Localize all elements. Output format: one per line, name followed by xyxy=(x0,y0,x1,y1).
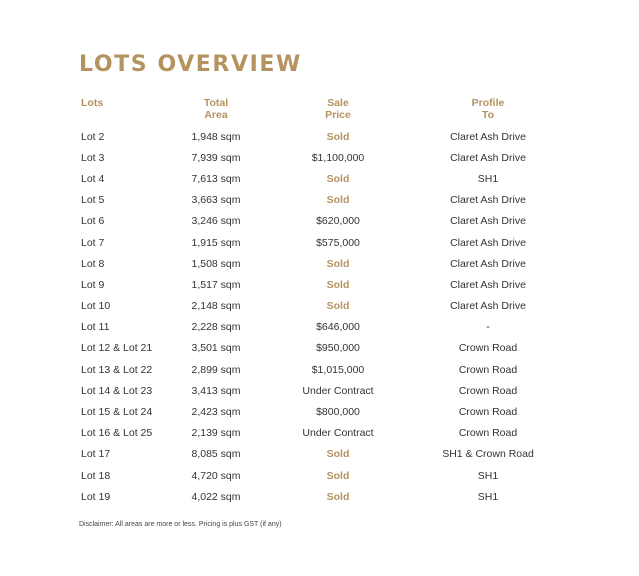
page-title: LOTS OVERVIEW xyxy=(79,52,302,77)
cell-lot: Lot 18 xyxy=(81,469,111,482)
cell-profile-to: Crown Road xyxy=(458,342,518,355)
table-row xyxy=(74,423,574,444)
cell-total-area: 3,501 sqm xyxy=(191,342,241,355)
cell-sale-price: Sold xyxy=(326,130,350,143)
cell-profile-to: Crown Road xyxy=(458,384,518,397)
cell-sale-price: Sold xyxy=(326,300,350,313)
cell-profile-to: Claret Ash Drive xyxy=(450,194,526,207)
column-header-lots: Lots xyxy=(81,97,104,109)
cell-total-area: 2,423 sqm xyxy=(191,406,241,419)
cell-lot: Lot 17 xyxy=(81,448,111,461)
table-row xyxy=(74,465,574,486)
cell-sale-price: $800,000 xyxy=(316,406,360,419)
cell-sale-price: Sold xyxy=(326,172,350,185)
cell-sale-price: Sold xyxy=(326,469,350,482)
cell-sale-price: $1,100,000 xyxy=(311,151,365,164)
cell-total-area: 3,413 sqm xyxy=(191,384,241,397)
cell-profile-to: SH1 xyxy=(477,469,499,482)
cell-profile-to: Claret Ash Drive xyxy=(450,300,526,313)
cell-profile-to: Claret Ash Drive xyxy=(450,278,526,291)
cell-total-area: 2,148 sqm xyxy=(191,300,241,313)
table-row xyxy=(74,401,574,422)
cell-profile-to: Crown Road xyxy=(458,363,518,376)
column-header-total-area: Total Area xyxy=(203,97,229,121)
cell-sale-price: $950,000 xyxy=(316,342,360,355)
table-row xyxy=(74,126,574,147)
table-row xyxy=(74,232,574,253)
table-row xyxy=(74,274,574,295)
cell-lot: Lot 7 xyxy=(81,236,105,249)
cell-lot: Lot 5 xyxy=(81,194,105,207)
table-header-row xyxy=(74,96,574,126)
cell-sale-price: $575,000 xyxy=(316,236,360,249)
cell-lot: Lot 8 xyxy=(81,257,105,270)
cell-lot: Lot 10 xyxy=(81,300,111,313)
cell-total-area: 2,228 sqm xyxy=(191,321,241,334)
table-row xyxy=(74,317,574,338)
cell-profile-to: Claret Ash Drive xyxy=(450,215,526,228)
cell-sale-price: $620,000 xyxy=(316,215,360,228)
cell-sale-price: Sold xyxy=(326,194,350,207)
column-header-profile-to: Profile To xyxy=(471,97,505,121)
cell-total-area: 7,939 sqm xyxy=(191,151,241,164)
cell-lot: Lot 6 xyxy=(81,215,105,228)
cell-sale-price: $1,015,000 xyxy=(311,363,365,376)
cell-lot: Lot 14 & Lot 23 xyxy=(81,384,153,397)
cell-total-area: 1,915 sqm xyxy=(191,236,241,249)
cell-sale-price: $646,000 xyxy=(316,321,360,334)
table-row xyxy=(74,486,574,507)
table-row xyxy=(74,147,574,168)
cell-sale-price: Sold xyxy=(326,278,350,291)
cell-total-area: 8,085 sqm xyxy=(191,448,241,461)
table-row xyxy=(74,380,574,401)
cell-total-area: 4,022 sqm xyxy=(191,490,241,503)
cell-profile-to: Claret Ash Drive xyxy=(450,236,526,249)
cell-total-area: 1,517 sqm xyxy=(191,278,241,291)
cell-profile-to: SH1 & Crown Road xyxy=(442,448,534,461)
cell-profile-to: Claret Ash Drive xyxy=(450,130,526,143)
cell-profile-to: Claret Ash Drive xyxy=(450,257,526,270)
table-row xyxy=(74,296,574,317)
table-row xyxy=(74,338,574,359)
cell-sale-price: Sold xyxy=(326,490,350,503)
cell-sale-price: Under Contract xyxy=(302,427,374,440)
cell-lot: Lot 15 & Lot 24 xyxy=(81,406,153,419)
table-row xyxy=(74,211,574,232)
cell-profile-to: SH1 xyxy=(477,172,499,185)
cell-profile-to: Claret Ash Drive xyxy=(450,151,526,164)
cell-sale-price: Sold xyxy=(326,448,350,461)
cell-profile-to: - xyxy=(486,321,490,334)
cell-lot: Lot 4 xyxy=(81,172,105,185)
cell-profile-to: Crown Road xyxy=(458,427,518,440)
cell-total-area: 3,663 sqm xyxy=(191,194,241,207)
disclaimer: Disclaimer: All areas are more or less. Pricing is plus GST (if any) xyxy=(79,521,282,528)
table-row xyxy=(74,444,574,465)
cell-lot: Lot 13 & Lot 22 xyxy=(81,363,153,376)
lots-table xyxy=(74,96,574,507)
cell-total-area: 2,139 sqm xyxy=(191,427,241,440)
cell-profile-to: Crown Road xyxy=(458,406,518,419)
cell-lot: Lot 9 xyxy=(81,278,105,291)
cell-lot: Lot 12 & Lot 21 xyxy=(81,342,153,355)
cell-lot: Lot 2 xyxy=(81,130,105,143)
table-row xyxy=(74,359,574,380)
cell-total-area: 1,948 sqm xyxy=(191,130,241,143)
column-header-sale-price: Sale Price xyxy=(325,97,351,121)
cell-profile-to: SH1 xyxy=(477,490,499,503)
cell-total-area: 4,720 sqm xyxy=(191,469,241,482)
cell-sale-price: Under Contract xyxy=(302,384,374,397)
cell-total-area: 2,899 sqm xyxy=(191,363,241,376)
cell-sale-price: Sold xyxy=(326,257,350,270)
cell-total-area: 3,246 sqm xyxy=(191,215,241,228)
cell-lot: Lot 11 xyxy=(81,321,110,334)
lots-table-body xyxy=(74,126,574,507)
table-row xyxy=(74,190,574,211)
cell-lot: Lot 19 xyxy=(81,490,111,503)
cell-lot: Lot 16 & Lot 25 xyxy=(81,427,153,440)
cell-total-area: 1,508 sqm xyxy=(191,257,241,270)
cell-lot: Lot 3 xyxy=(81,151,105,164)
cell-total-area: 7,613 sqm xyxy=(191,172,241,185)
table-row xyxy=(74,253,574,274)
table-row xyxy=(74,168,574,189)
